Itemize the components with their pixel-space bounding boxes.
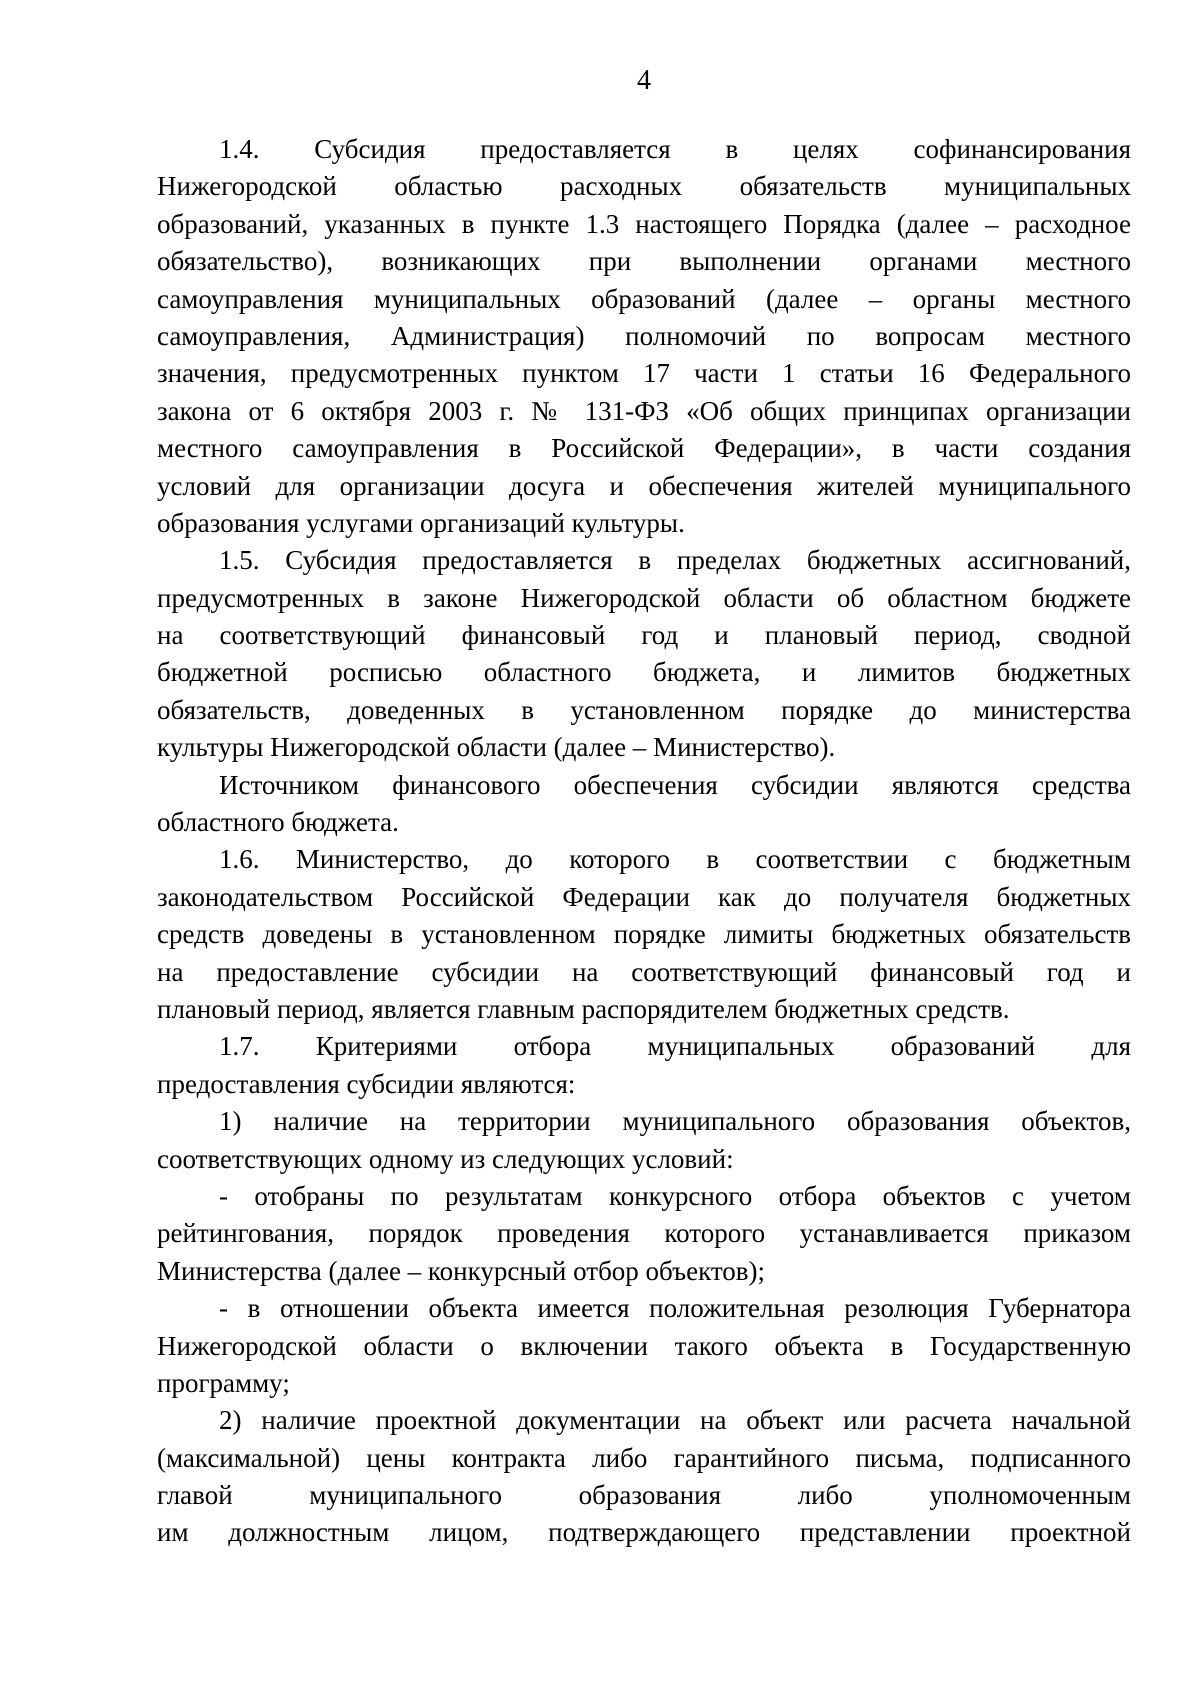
text-line: областного бюджета. [157, 807, 399, 838]
text-line: бюджетной росписью областного бюджета, и лимитов бюджетных [157, 657, 1131, 688]
paragraph-funding-source [157, 767, 1131, 842]
text-line: соответствующих одному из следующих условий: [157, 1143, 734, 1174]
paragraph-criterion-1-option-2 [157, 1290, 1131, 1402]
text-line: главой муниципального образования либо уполномоченным [157, 1480, 1131, 1511]
text-line: им должностным лицом, подтверждающего представлении проектной [157, 1517, 1131, 1548]
text-line: предусмотренных в законе Нижегородской области об областном бюджете [157, 582, 1131, 613]
paragraph-clause-1-7 [157, 1028, 1131, 1103]
paragraph-criterion-2 [157, 1402, 1131, 1552]
text-line: Нижегородской областью расходных обязательств муниципальных [157, 171, 1131, 202]
text-line: средств доведены в установленном порядке лимиты бюджетных обязательств [157, 919, 1131, 950]
text-line: самоуправления муниципальных образований (далее – органы местного [157, 283, 1131, 314]
text-line: 1.5. Субсидия предоставляется в пределах бюджетных ассигнований, [219, 545, 1131, 576]
text-line: образования услугами организаций культуры. [157, 507, 685, 538]
text-line: Источником финансового обеспечения субсидии являются средства [219, 769, 1131, 800]
text-line: 1) наличие на территории муниципального образования объектов, [219, 1106, 1131, 1137]
text-line: на предоставление субсидии на соответствующий финансовый год и [157, 956, 1131, 987]
text-line: закона от 6 октября 2003 г. № 131-ФЗ «Об общих принципах организации [157, 395, 1131, 426]
text-line: 1.7. Критериями отбора муниципальных образований для [219, 1031, 1131, 1062]
paragraph-criterion-1 [157, 1103, 1131, 1178]
text-line: значения, предусмотренных пунктом 17 части 1 статьи 16 Федерального [157, 358, 1131, 389]
text-line: законодательством Российской Федерации как до получателя бюджетных [157, 881, 1131, 912]
text-line: рейтингования, порядок проведения которого устанавливается приказом [157, 1218, 1131, 1249]
text-line: 1.4. Субсидия предоставляется в целях софинансирования [219, 134, 1131, 164]
paragraph-criterion-1-option-1 [157, 1178, 1131, 1290]
paragraph-clause-1-4 [157, 131, 1131, 542]
text-line: образований, указанных в пункте 1.3 настоящего Порядка (далее – расходное [157, 208, 1131, 239]
text-line: предоставления субсидии являются: [157, 1068, 576, 1099]
text-line: условий для организации досуга и обеспечения жителей муниципального [157, 470, 1131, 501]
page-number: 4 [637, 65, 651, 96]
text-line: - в отношении объекта имеется положительная резолюция Губернатора [219, 1293, 1131, 1324]
text-line: - отобраны по результатам конкурсного отбора объектов с учетом [219, 1180, 1131, 1211]
text-line: плановый период, является главным распорядителем бюджетных средств. [157, 993, 1010, 1024]
document-body [157, 131, 1131, 1552]
text-line: самоуправления, Администрация) полномочий по вопросам местного [157, 320, 1131, 351]
paragraph-clause-1-6 [157, 841, 1131, 1028]
text-line: местного самоуправления в Российской Федерации», в части создания [157, 433, 1131, 464]
text-line: программу; [157, 1367, 290, 1398]
text-line: обязательство), возникающих при выполнении органами местного [157, 246, 1131, 277]
text-line: на соответствующий финансовый год и плановый период, сводной [157, 620, 1131, 651]
text-line: (максимальной) цены контракта либо гарантийного письма, подписанного [157, 1442, 1131, 1473]
text-line: Нижегородской области о включении такого объекта в Государственную [157, 1330, 1131, 1361]
text-line: Министерства (далее – конкурсный отбор объектов); [157, 1255, 766, 1286]
text-line: культуры Нижегородской области (далее – Министерство). [157, 732, 836, 763]
paragraph-clause-1-5 [157, 542, 1131, 766]
text-line: обязательств, доведенных в установленном порядке до министерства [157, 694, 1131, 725]
text-line: 2) наличие проектной документации на объект или расчета начальной [219, 1405, 1131, 1436]
text-line: 1.6. Министерство, до которого в соответствии с бюджетным [219, 844, 1131, 875]
